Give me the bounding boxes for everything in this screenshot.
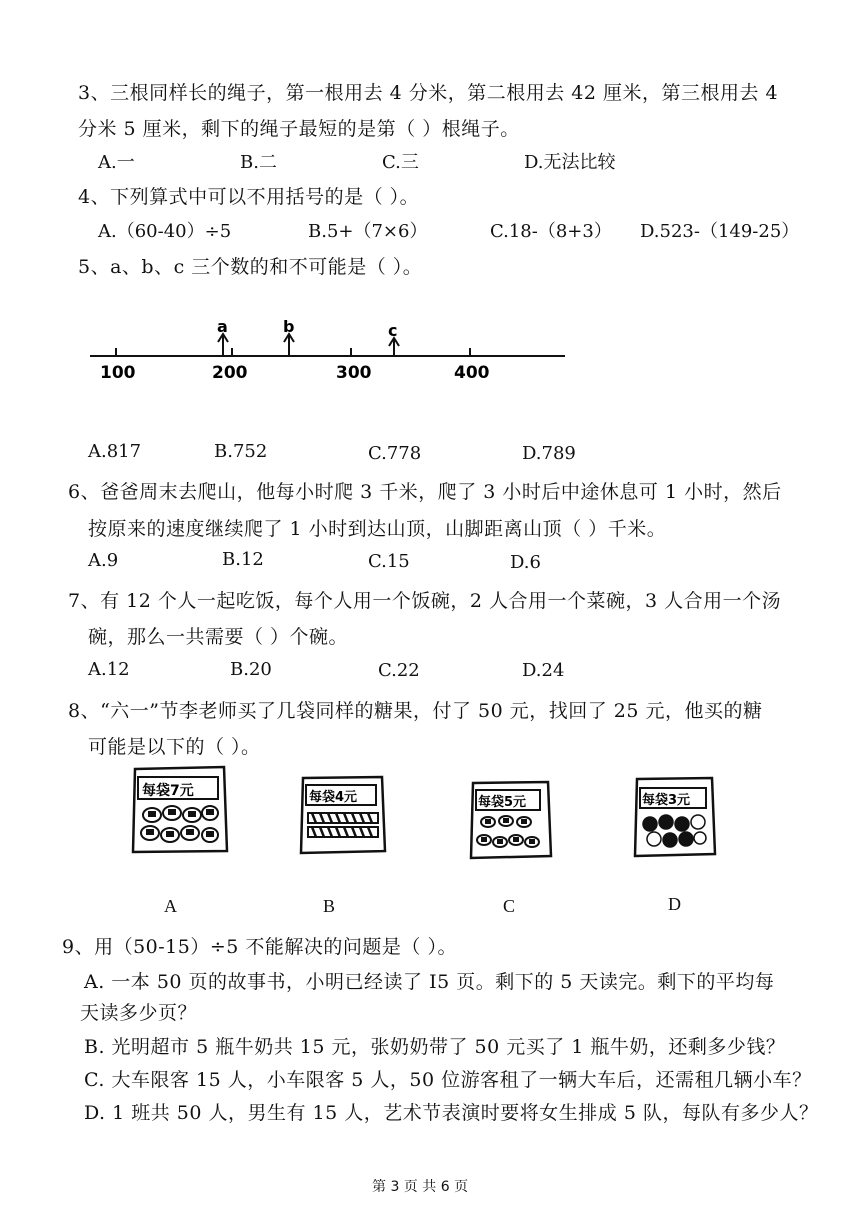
bag-b-icon — [298, 775, 388, 855]
q7-line1: 7、有 12 个人一起吃饭，每个人用一个饭碗，2 人合用一个菜碗，3 人合用一个汤 — [68, 590, 782, 612]
q6-option-a: A.9 — [88, 550, 119, 571]
q8-line2: 可能是以下的（ ）。 — [88, 736, 261, 758]
bag-d-icon — [632, 776, 717, 858]
q7-option-a: A.12 — [88, 659, 130, 680]
q7-option-d: D.24 — [522, 660, 565, 681]
bag-d-label: D — [668, 894, 681, 914]
q6-line2: 按原来的速度继续爬了 1 小时到达山顶，山脚距离山顶（ ）千米。 — [88, 518, 667, 540]
bag-b-label: B — [323, 896, 336, 916]
tick-label-200: 200 — [212, 363, 248, 383]
q8-line1: 8、“六一”节李老师买了几袋同样的糖果，付了 50 元，找回了 25 元，他买的糖 — [68, 700, 763, 722]
bag-a-price: 每袋7元 — [142, 783, 194, 799]
q4-option-c: C.18-（8+3） — [490, 221, 612, 242]
bag-b-price: 每袋4元 — [309, 790, 358, 805]
bag-c-icon — [468, 780, 553, 860]
q9-option-b: B. 光明超市 5 瓶牛奶共 15 元，张奶奶带了 50 元买了 1 瓶牛奶，还剩多少钱？ — [84, 1036, 786, 1058]
bag-c-price: 每袋5元 — [478, 795, 527, 810]
q5-line1: 5、a、b、c 三个数的和不可能是（ ）。 — [78, 256, 423, 278]
q5-option-c: C.778 — [368, 443, 422, 464]
q9-option-a-line2: 天读多少页？ — [80, 1002, 198, 1024]
q3-option-c: C.三 — [382, 152, 419, 173]
marker-c — [388, 321, 399, 356]
q3-line1: 3、三根同样长的绳子，第一根用去 4 分米，第二根用去 42 厘米，第三根用去 4 — [78, 82, 779, 104]
q7-option-c: C.22 — [378, 660, 420, 681]
bag-d-price: 每袋3元 — [642, 793, 691, 808]
q4-option-a: A.（60-40）÷5 — [98, 221, 232, 242]
q6-line1: 6、爸爸周末去爬山，他每小时爬 3 千米，爬了 3 小时后中途休息可 1 小时，然后 — [68, 481, 782, 503]
q6-option-c: C.15 — [368, 551, 410, 572]
q7-line2: 碗，那么一共需要（ ）个碗。 — [88, 626, 349, 648]
q5-option-d: D.789 — [522, 443, 576, 464]
q3-option-b: B.二 — [240, 152, 277, 173]
candy-bag-c — [468, 780, 553, 860]
q9-option-c: C. 大车限客 15 人，小车限客 5 人，50 位游客租了一辆大车后，还需租几辆小车？ — [84, 1069, 812, 1091]
q4-option-d: D.523-（149-25） — [640, 221, 800, 242]
tick-label-100: 100 — [100, 363, 136, 383]
candy-bag-b — [298, 775, 388, 855]
marker-c-label: c — [388, 321, 398, 340]
q6-option-d: D.6 — [510, 552, 541, 573]
q9-option-d: D. 1 班共 50 人，男生有 15 人，艺术节表演时要将女生排成 5 队，每队有多少人？ — [84, 1102, 819, 1124]
q7-option-b: B.20 — [230, 659, 272, 680]
page-footer: 第 3 页 共 6 页 — [372, 1179, 469, 1195]
bag-c-label: C — [503, 896, 516, 916]
q3-option-a: A.一 — [98, 152, 135, 173]
marker-b-label: b — [283, 317, 295, 336]
q9-option-a-line1: A. 一本 50 页的故事书，小明已经读了 I5 页。剩下的 5 天读完。剩下的平均每 — [84, 971, 775, 993]
q3-line2: 分米 5 厘米，剩下的绳子最短的是第（ ）根绳子。 — [78, 118, 520, 140]
marker-a-label: a — [217, 317, 228, 336]
candy-bag-a — [130, 765, 230, 855]
tick-label-300: 300 — [336, 363, 372, 383]
bag-a-icon — [130, 765, 230, 855]
q4-line1: 4、下列算式中可以不用括号的是（ ）。 — [78, 186, 420, 208]
marker-b — [283, 317, 294, 356]
q4-option-b: B.5+（7×6） — [308, 221, 428, 242]
q3-option-d: D.无法比较 — [524, 152, 616, 173]
q5-option-b: B.752 — [214, 441, 268, 462]
tick-label-400: 400 — [454, 363, 490, 383]
q5-option-a: A.817 — [88, 441, 142, 462]
number-line — [80, 310, 580, 390]
marker-a — [217, 317, 228, 356]
candy-bag-d — [632, 776, 717, 858]
q6-option-b: B.12 — [222, 549, 264, 570]
q9-line1: 9、用（50-15）÷5 不能解决的问题是（ ）。 — [62, 936, 457, 958]
bag-a-label: A — [164, 896, 177, 916]
